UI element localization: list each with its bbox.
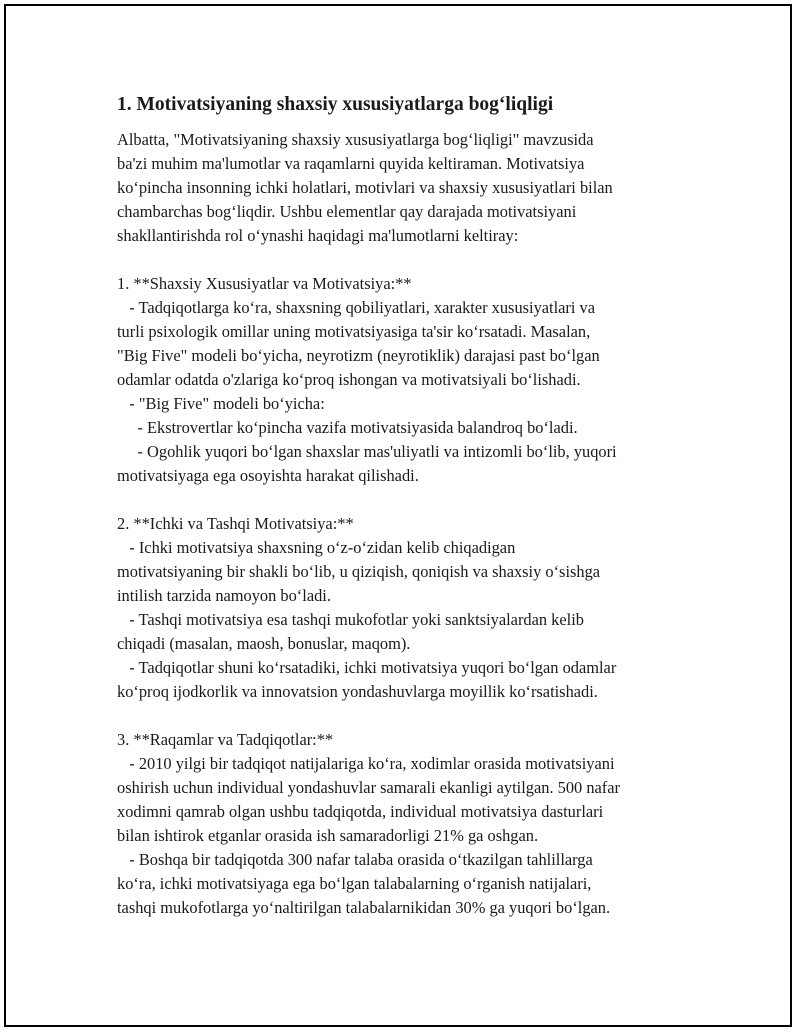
- text-line: turli psixologik omillar uning motivatsiyasiga ta'sir ko‘rsatadi. Masalan,: [117, 322, 591, 341]
- text-line: - "Big Five" modeli bo‘yicha:: [117, 394, 325, 413]
- text-line: ko‘pincha insonning ichki holatlari, motivlari va shaxsiy xususiyatlari bilan: [117, 178, 613, 197]
- text-line: ko‘ra, ichki motivatsiyaga ega bo‘lgan talabalarning o‘rganish natijalari,: [117, 874, 592, 893]
- text-line: - Tashqi motivatsiya esa tashqi mukofotlar yoki sanktsiyalardan kelib: [117, 610, 584, 629]
- section-heading: 1. Motivatsiyaning shaxsiy xususiyatlarga bog‘liqligi: [117, 94, 554, 115]
- text-line: Albatta, "Motivatsiyaning shaxsiy xususiyatlarga bog‘liqligi" mavzusida: [117, 130, 594, 149]
- text-line: chiqadi (masalan, maosh, bonuslar, maqom).: [117, 634, 411, 653]
- text-line: motivatsiyaning bir shakli bo‘lib, u qiziqish, qoniqish va shaxsiy o‘sishga: [117, 562, 601, 581]
- text-line: odamlar odatda o'zlariga ko‘proq ishongan va motivatsiyali bo‘lishadi.: [117, 370, 581, 389]
- text-line: oshirish uchun individual yondashuvlar samarali ekanligi aytilgan. 500 nafar: [117, 778, 620, 797]
- text-line: tashqi mukofotlarga yo‘naltirilgan talabalarnikidan 30% ga yuqori bo‘lgan.: [117, 898, 611, 917]
- paragraph-gap: [117, 488, 717, 512]
- paragraph-gap: [117, 704, 717, 728]
- text-line: chambarchas bog‘liqdir. Ushbu elementlar qay darajada motivatsiyani: [117, 202, 577, 221]
- paragraph: [117, 512, 717, 704]
- text-line: 3. **Raqamlar va Tadqiqotlar:**: [117, 730, 334, 749]
- text-line: xodimni qamrab olgan ushbu tadqiqotda, individual motivatsiya dasturlari: [117, 802, 604, 821]
- text-line: intilish tarzida namoyon bo‘ladi.: [117, 586, 331, 605]
- document-body: [117, 92, 717, 920]
- text-line: - Tadqiqotlar shuni ko‘rsatadiki, ichki motivatsiya yuqori bo‘lgan odamlar: [117, 658, 617, 677]
- text-line: shakllantirishda rol o‘ynashi haqidagi ma'lumotlarni keltiray:: [117, 226, 519, 245]
- document-paragraphs: [117, 128, 717, 920]
- paragraph: [117, 728, 717, 920]
- paragraph: [117, 272, 717, 488]
- text-line: - 2010 yilgi bir tadqiqot natijalariga ko‘ra, xodimlar orasida motivatsiyani: [117, 754, 615, 773]
- text-line: bilan ishtirok etganlar orasida ish samaradorligi 21% ga oshgan.: [117, 826, 539, 845]
- text-line: - Ekstrovertlar ko‘pincha vazifa motivatsiyasida balandroq bo‘ladi.: [117, 418, 578, 437]
- text-line: 1. **Shaxsiy Xususiyatlar va Motivatsiya:**: [117, 274, 412, 293]
- text-line: ba'zi muhim ma'lumotlar va raqamlarni quyida keltiraman. Motivatsiya: [117, 154, 585, 173]
- text-line: - Ogohlik yuqori bo‘lgan shaxslar mas'uliyatli va intizomli bo‘lib, yuqori: [117, 442, 617, 461]
- paragraph: [117, 128, 717, 248]
- text-line: - Ichki motivatsiya shaxsning o‘z-o‘zidan kelib chiqadigan: [117, 538, 516, 557]
- paragraph-gap: [117, 248, 717, 272]
- text-line: motivatsiyaga ega osoyishta harakat qilishadi.: [117, 466, 419, 485]
- text-line: ko‘proq ijodkorlik va innovatsion yondashuvlarga moyillik ko‘rsatishadi.: [117, 682, 598, 701]
- text-line: 2. **Ichki va Tashqi Motivatsiya:**: [117, 514, 354, 533]
- text-line: "Big Five" modeli bo‘yicha, neyrotizm (neyrotiklik) darajasi past bo‘lgan: [117, 346, 600, 365]
- text-line: - Boshqa bir tadqiqotda 300 nafar talaba orasida o‘tkazilgan tahlillarga: [117, 850, 593, 869]
- text-line: - Tadqiqotlarga ko‘ra, shaxsning qobiliyatlari, xarakter xususiyatlari va: [117, 298, 596, 317]
